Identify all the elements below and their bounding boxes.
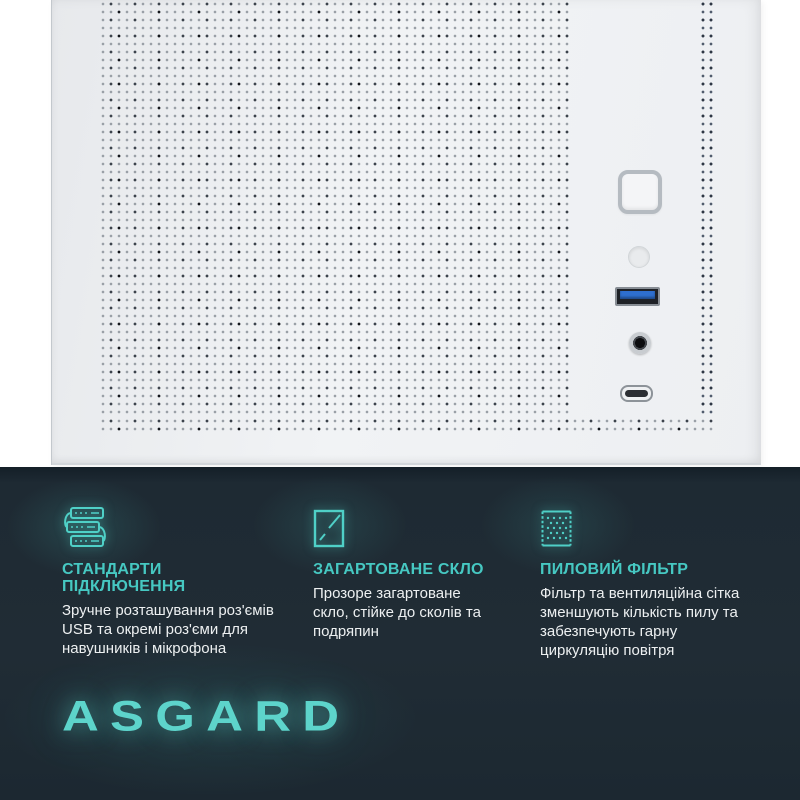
features-banner bbox=[0, 467, 800, 800]
feature-dust-filter bbox=[540, 505, 765, 660]
tempered-glass-icon bbox=[313, 505, 518, 548]
feature-title: ЗАГАРТОВАНЕ СКЛО bbox=[313, 561, 484, 578]
feature-text-line: навушників і мікрофона bbox=[62, 640, 227, 657]
usb-c-port bbox=[620, 385, 653, 402]
perforated-mesh-right-column bbox=[699, 0, 716, 417]
feature-text-line: Зручне розташування роз'ємів bbox=[62, 602, 274, 619]
usb-c-slot bbox=[625, 390, 648, 397]
feature-connection-standards bbox=[62, 505, 282, 658]
feature-tempered-glass bbox=[313, 505, 518, 641]
usb-a-port bbox=[615, 287, 660, 306]
pc-case-front-panel bbox=[51, 0, 761, 465]
feature-text-line: забезпечують гарну bbox=[540, 623, 678, 640]
dust-filter-icon bbox=[540, 505, 765, 548]
feature-text-line: циркуляцію повітря bbox=[540, 642, 675, 659]
usb-a-blue-tab bbox=[620, 291, 655, 299]
audio-jack bbox=[629, 332, 651, 354]
connection-ports-icon bbox=[62, 505, 282, 548]
power-button bbox=[618, 170, 662, 214]
feature-text-line: Фільтр та вентиляційна сітка bbox=[540, 585, 740, 602]
feature-text-line: скло, стійке до сколів та bbox=[313, 604, 481, 621]
feature-text-line: зменшують кількість пилу та bbox=[540, 604, 738, 621]
feature-text-line: USB та окремі роз'єми для bbox=[62, 621, 249, 638]
feature-title: СТАНДАРТИ ПІДКЛЮЧЕННЯ bbox=[62, 561, 186, 595]
reset-button bbox=[628, 246, 650, 268]
feature-title: ПИЛОВИЙ ФІЛЬТР bbox=[540, 561, 689, 578]
feature-text-line: подряпин bbox=[313, 623, 379, 640]
asgard-brand-logo: ASGARD bbox=[62, 691, 351, 741]
perforated-mesh-bottom-rows bbox=[99, 417, 715, 433]
feature-text-line: Прозоре загартоване bbox=[313, 585, 461, 602]
perforated-mesh-panel bbox=[99, 0, 571, 417]
